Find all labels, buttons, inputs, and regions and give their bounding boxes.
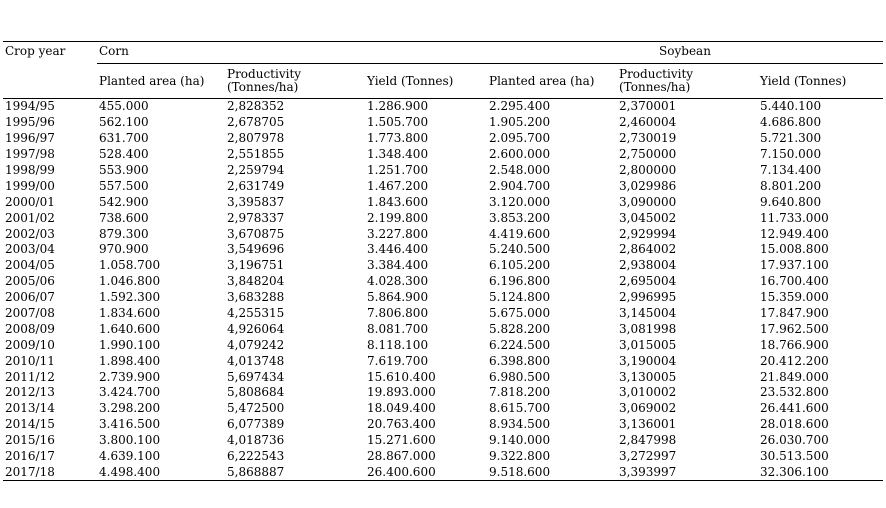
soy-yield-cell: 17.962.500 (760, 321, 829, 336)
soy-productivity-cell: 3,136001 (619, 417, 677, 432)
corn-yield-cell: 1.843.600 (367, 194, 429, 209)
corn-yield-cell: 7.619.700 (367, 353, 429, 368)
soy-planted-area-cell: 9.518.600 (487, 464, 617, 480)
table-row (3, 353, 883, 369)
soy-productivity-cell: 2,730019 (619, 131, 677, 146)
soy-productivity-cell: 3,045002 (619, 210, 677, 225)
corn-productivity-cell: 2,631749 (227, 178, 285, 193)
corn-yield-cell: 18.049.400 (367, 401, 436, 416)
soy-planted-area-cell: 6.224.500 (489, 337, 551, 352)
table-row (3, 449, 883, 465)
soy-planted-area-cell: 9.140.000 (489, 433, 551, 448)
corn-yield-cell: 5.864.900 (367, 290, 429, 305)
table-row (3, 242, 883, 258)
crop-year-cell: 2001/02 (5, 210, 55, 225)
corn-planted-area-cell: 3.416.500 (99, 417, 161, 432)
corn-planted-area-cell: 542.900 (99, 194, 149, 209)
header-soy-yield: Yield (Tonnes) (758, 64, 883, 99)
header-row-columns (3, 64, 883, 99)
header-crop-year: Crop year (3, 42, 97, 64)
crop-year-cell: 2009/10 (5, 337, 55, 352)
soy-productivity-cell: 3,010002 (619, 385, 677, 400)
corn-productivity-cell: 4,079242 (227, 337, 285, 352)
crop-year-cell: 2007/08 (5, 306, 55, 321)
soy-planted-area-cell: 2.600.000 (489, 147, 551, 162)
crop-year-cell: 2011/12 (5, 369, 55, 384)
table-row (3, 258, 883, 274)
table-row (3, 131, 883, 147)
corn-productivity-cell: 6,077389 (227, 417, 285, 432)
soy-productivity-cell: 3,145004 (619, 306, 677, 321)
table-row (3, 464, 883, 480)
corn-yield-cell: 1.286.900 (367, 99, 429, 114)
corn-productivity-cell: 4,926064 (227, 321, 285, 336)
corn-planted-area-cell: 4.639.100 (99, 449, 161, 464)
soy-productivity-cell: 3,190004 (619, 353, 677, 368)
table-row (3, 369, 883, 385)
soy-productivity-cell: 2,695004 (619, 274, 677, 289)
crop-year-cell: 2014/15 (5, 417, 55, 432)
corn-productivity-cell: 5,808684 (227, 385, 285, 400)
corn-yield-cell: 1.773.800 (367, 131, 429, 146)
crop-year-cell: 1996/97 (5, 131, 55, 146)
soy-planted-area-cell: 7.818.200 (489, 385, 551, 400)
corn-yield-cell: 8.118.100 (367, 337, 429, 352)
corn-planted-area-cell: 1.640.600 (99, 321, 161, 336)
corn-planted-area-cell: 879.300 (99, 226, 149, 241)
soy-yield-cell: 20.412.200 (760, 353, 829, 368)
corn-planted-area-cell: 553.900 (99, 163, 149, 177)
soy-yield-cell: 17.847.900 (760, 306, 829, 321)
soy-planted-area-cell: 5.240.500 (489, 242, 551, 257)
crop-year-cell: 2004/05 (5, 258, 55, 273)
soy-planted-area-cell: 2.295.400 (489, 99, 551, 114)
soy-productivity-cell: 2,996995 (619, 290, 677, 305)
corn-productivity-cell: 5,868887 (225, 464, 365, 480)
header-productivity-line2: (Tonnes/ha) (227, 80, 299, 94)
soy-productivity-cell: 3,090000 (619, 194, 677, 209)
soy-productivity-cell: 2,938004 (619, 258, 677, 273)
corn-productivity-cell: 3,670875 (227, 226, 285, 241)
table-row (3, 178, 883, 194)
corn-planted-area-cell: 528.400 (99, 147, 149, 162)
soy-yield-cell: 8.801.200 (760, 178, 822, 193)
corn-yield-cell: 1.467.200 (367, 178, 429, 193)
crop-year-cell: 2002/03 (5, 226, 55, 241)
corn-productivity-cell: 2,259794 (227, 163, 285, 177)
soy-productivity-cell: 3,081998 (619, 321, 677, 336)
soy-planted-area-cell: 9.322.800 (489, 449, 551, 464)
soy-productivity-cell: 3,015005 (619, 337, 677, 352)
soy-planted-area-cell: 5.124.800 (489, 290, 551, 305)
soy-productivity-cell: 2,864002 (619, 242, 677, 257)
corn-planted-area-cell: 1.834.600 (99, 306, 161, 321)
header-corn-planted-area: Planted area (ha) (97, 64, 225, 99)
corn-productivity-cell: 2,807978 (227, 131, 285, 146)
soy-productivity-cell: 2,800000 (619, 163, 677, 177)
soy-yield-cell: 21.849.000 (760, 369, 829, 384)
corn-yield-cell: 15.271.600 (367, 433, 436, 448)
corn-yield-cell: 4.028.300 (367, 274, 429, 289)
corn-productivity-cell: 3,848204 (227, 274, 285, 289)
corn-productivity-cell: 4,013748 (227, 353, 285, 368)
soy-planted-area-cell: 2.904.700 (489, 178, 551, 193)
soy-yield-cell: 5.721.300 (760, 131, 822, 146)
header-empty-cell (3, 64, 97, 99)
soy-productivity-cell: 2,847998 (619, 433, 677, 448)
crop-year-cell: 2008/09 (5, 321, 55, 336)
corn-planted-area-cell: 1.046.800 (99, 274, 161, 289)
corn-productivity-cell: 6,222543 (227, 449, 285, 464)
data-table-container (3, 41, 883, 481)
header-corn-yield: Yield (Tonnes) (365, 64, 487, 99)
corn-yield-cell: 3.227.800 (367, 226, 429, 241)
soy-yield-cell: 18.766.900 (760, 337, 829, 352)
soy-yield-cell: 7.134.400 (760, 163, 822, 177)
corn-planted-area-cell: 3.800.100 (99, 433, 161, 448)
soy-productivity-cell: 2,370001 (619, 99, 677, 114)
corn-yield-cell: 1.251.700 (367, 163, 429, 177)
corn-planted-area-cell: 562.100 (99, 115, 149, 130)
table-row (3, 290, 883, 306)
table-row (3, 147, 883, 163)
crop-year-cell: 1997/98 (5, 147, 55, 162)
header-productivity-line1: Productivity (227, 67, 302, 81)
crop-year-cell: 2000/01 (5, 194, 55, 209)
corn-planted-area-cell: 3.298.200 (99, 401, 161, 416)
soy-planted-area-cell: 5.828.200 (489, 321, 551, 336)
corn-planted-area-cell: 970.900 (99, 242, 149, 257)
corn-planted-area-cell: 631.700 (99, 131, 149, 146)
corn-yield-cell: 8.081.700 (367, 321, 429, 336)
corn-productivity-cell: 2,978337 (227, 210, 285, 225)
table-row (3, 274, 883, 290)
soy-planted-area-cell: 8.934.500 (489, 417, 551, 432)
table-row (3, 226, 883, 242)
soy-yield-cell: 26.441.600 (760, 401, 829, 416)
crop-year-cell: 2012/13 (5, 385, 55, 400)
header-corn-productivity (225, 64, 365, 99)
corn-planted-area-cell: 1.058.700 (99, 258, 161, 273)
soy-yield-cell: 23.532.800 (760, 385, 829, 400)
soy-yield-cell: 4.686.800 (760, 115, 822, 130)
crop-year-cell: 2006/07 (5, 290, 55, 305)
soy-planted-area-cell: 3.120.000 (489, 194, 551, 209)
corn-yield-cell: 3.384.400 (367, 258, 429, 273)
corn-productivity-cell: 5,472500 (227, 401, 285, 416)
crop-year-cell: 2010/11 (5, 353, 55, 368)
corn-productivity-cell: 4,018736 (227, 433, 285, 448)
crop-year-cell: 1995/96 (5, 115, 55, 130)
crop-year-cell: 1998/99 (5, 163, 55, 177)
corn-productivity-cell: 3,549696 (227, 242, 285, 257)
header-productivity-line2: (Tonnes/ha) (619, 80, 691, 94)
table-header (3, 42, 883, 99)
table-row (3, 417, 883, 433)
table-row (3, 321, 883, 337)
soy-yield-cell: 15.008.800 (760, 242, 829, 257)
soy-planted-area-cell: 8.615.700 (489, 401, 551, 416)
crop-year-cell: 1994/95 (5, 99, 55, 114)
soy-planted-area-cell: 6.980.500 (489, 369, 551, 384)
crop-year-cell: 2013/14 (5, 401, 55, 416)
table-row (3, 385, 883, 401)
corn-productivity-cell: 3,196751 (227, 258, 285, 273)
header-productivity-line1: Productivity (619, 67, 694, 81)
corn-productivity-cell: 5,697434 (227, 369, 285, 384)
soy-planted-area-cell: 6.398.800 (489, 353, 551, 368)
soy-yield-cell: 16.700.400 (760, 274, 829, 289)
crop-year-cell: 2015/16 (5, 433, 55, 448)
corn-yield-cell: 15.610.400 (367, 369, 436, 384)
soy-yield-cell: 7.150.000 (760, 147, 822, 162)
header-corn-group: Corn (97, 42, 487, 64)
soy-productivity-cell: 3,130005 (619, 369, 677, 384)
soy-yield-cell: 11.733.000 (760, 210, 829, 225)
corn-planted-area-cell: 455.000 (99, 99, 149, 114)
soy-yield-cell: 15.359.000 (760, 290, 829, 305)
corn-yield-cell: 3.446.400 (367, 242, 429, 257)
table-row (3, 433, 883, 449)
table-row (3, 401, 883, 417)
corn-planted-area-cell: 1.990.100 (99, 337, 161, 352)
soy-planted-area-cell: 2.548.000 (489, 163, 551, 177)
corn-planted-area-cell: 1.592.300 (99, 290, 161, 305)
soy-planted-area-cell: 6.196.800 (489, 274, 551, 289)
header-soybean-group: Soybean (487, 42, 883, 64)
crop-year-cell: 2003/04 (5, 242, 55, 257)
crop-year-cell: 2005/06 (5, 274, 55, 289)
corn-productivity-cell: 3,683288 (227, 290, 285, 305)
header-soy-planted-area: Planted area (ha) (487, 64, 617, 99)
soy-yield-cell: 5.440.100 (760, 99, 822, 114)
table-row (3, 210, 883, 226)
corn-planted-area-cell: 1.898.400 (99, 353, 161, 368)
soy-productivity-cell: 3,069002 (619, 401, 677, 416)
soy-productivity-cell: 2,750000 (619, 147, 677, 162)
crop-year-cell: 2016/17 (5, 449, 55, 464)
table-row (3, 163, 883, 179)
corn-productivity-cell: 2,828352 (227, 99, 285, 114)
soy-planted-area-cell: 4.419.600 (489, 226, 551, 241)
soy-yield-cell: 28.018.600 (760, 417, 829, 432)
table-row (3, 337, 883, 353)
corn-yield-cell: 7.806.800 (367, 306, 429, 321)
corn-productivity-cell: 2,678705 (227, 115, 285, 130)
table-row (3, 99, 883, 115)
soy-planted-area-cell: 2.095.700 (489, 131, 551, 146)
soy-planted-area-cell: 3.853.200 (489, 210, 551, 225)
corn-yield-cell: 2.199.800 (367, 210, 429, 225)
soy-yield-cell: 30.513.500 (760, 449, 829, 464)
soy-planted-area-cell: 5.675.000 (489, 306, 551, 321)
corn-yield-cell: 1.505.700 (367, 115, 429, 130)
corn-planted-area-cell: 2.739.900 (99, 369, 161, 384)
soy-yield-cell: 12.949.400 (760, 226, 829, 241)
soy-planted-area-cell: 1.905.200 (489, 115, 551, 130)
header-soy-productivity (617, 64, 758, 99)
soy-productivity-cell: 3,272997 (619, 449, 677, 464)
corn-planted-area-cell: 738.600 (99, 210, 149, 225)
corn-yield-cell: 28.867.000 (367, 449, 436, 464)
corn-yield-cell: 26.400.600 (365, 464, 487, 480)
corn-yield-cell: 20.763.400 (367, 417, 436, 432)
crop-data-table (3, 41, 883, 481)
crop-year-cell: 1999/00 (5, 178, 55, 193)
soy-yield-cell: 26.030.700 (760, 433, 829, 448)
corn-planted-area-cell: 3.424.700 (99, 385, 161, 400)
corn-productivity-cell: 4,255315 (227, 306, 285, 321)
soy-yield-cell: 9.640.800 (760, 194, 822, 209)
soy-productivity-cell: 2,460004 (619, 115, 677, 130)
soy-productivity-cell: 3,393997 (617, 464, 758, 480)
corn-yield-cell: 1.348.400 (367, 147, 429, 162)
table-row (3, 194, 883, 210)
soy-yield-cell: 32.306.100 (758, 464, 883, 480)
corn-planted-area-cell: 557.500 (99, 178, 149, 193)
header-row-groups (3, 42, 883, 64)
table-body (3, 99, 883, 481)
soy-productivity-cell: 2,929994 (619, 226, 677, 241)
soy-productivity-cell: 3,029986 (619, 178, 677, 193)
soy-planted-area-cell: 6.105.200 (489, 258, 551, 273)
soy-yield-cell: 17.937.100 (760, 258, 829, 273)
crop-year-cell: 2017/18 (3, 464, 97, 480)
corn-planted-area-cell: 4.498.400 (97, 464, 225, 480)
table-row (3, 115, 883, 131)
corn-productivity-cell: 3,395837 (227, 194, 285, 209)
corn-yield-cell: 19.893.000 (367, 385, 436, 400)
corn-productivity-cell: 2,551855 (227, 147, 285, 162)
table-row (3, 306, 883, 322)
